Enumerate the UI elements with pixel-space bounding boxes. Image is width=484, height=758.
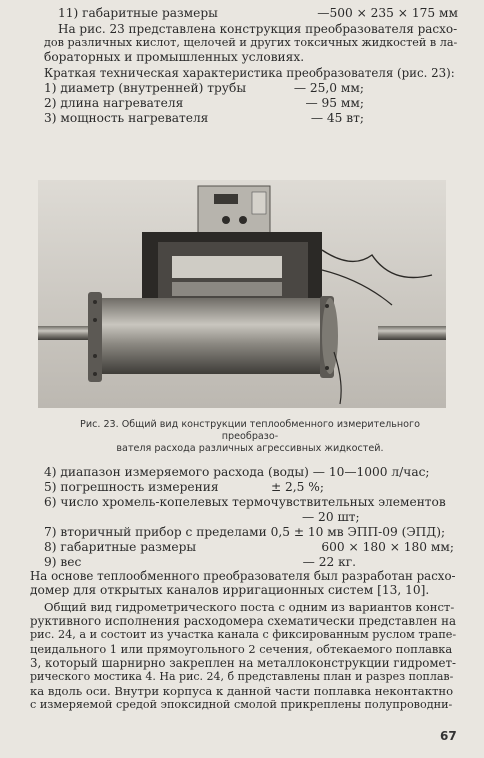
spec-label: 1) диаметр (внутренней) трубы: [44, 81, 247, 95]
para2-line-6: рического мостика 4. На рис. 24, б представлены план и разрез поплав-: [30, 670, 454, 683]
para2-line-7: ка вдоль оси. Внутри корпуса к данной части поплавка неконтактно: [30, 684, 454, 698]
spec-value: — 45 вт;: [310, 111, 364, 125]
spec-line-9: [44, 555, 356, 569]
spec-label: 5) погрешность измерения: [44, 480, 219, 494]
spec-value: — 25,0 мм;: [293, 81, 364, 95]
intro-line-3: бораторных и промышленных условиях.: [44, 50, 305, 64]
spec-label: 8) габаритные размеры: [44, 540, 197, 554]
spec-value: ± 2,5 %;: [270, 480, 324, 494]
spec-label: 3) мощность нагревателя: [44, 111, 209, 125]
spec-line-8: [44, 540, 454, 554]
spec-line-1: [44, 81, 364, 95]
para1-line-1: На основе теплообменного преобразователя был разработан расхо-: [30, 569, 456, 583]
spec-line-7: 7) вторичный прибор с пределами 0,5 ± 10 мв ЭПП-09 (ЭПД);: [44, 525, 446, 539]
para2-line-5: 3, который шарнирно закреплен на металлоконструкции гидромет-: [30, 656, 457, 670]
spec-label: 2) длина нагревателя: [44, 96, 184, 110]
spec-line-4: [44, 465, 458, 479]
spec-value: — 10—1000 л/час;: [312, 465, 430, 479]
spec-line-6-value: — 20 шт;: [302, 510, 360, 524]
spec-line-6: 6) число хромель-копелевых термочувствительных элементов: [44, 495, 446, 509]
para2-line-3: рис. 24, а и состоит из участка канала с фиксированным руслом трапе-: [30, 628, 457, 641]
spec-label: 4) диапазон измеряемого расхода (воды): [44, 465, 309, 479]
spec-line-2: [44, 96, 364, 110]
para2-line-8: с измеряемой средой эпоксидной смолой прикреплены полупроводни-: [30, 698, 453, 711]
spec-label: 11) габаритные размеры: [58, 6, 218, 20]
page-number: 67: [440, 729, 457, 743]
heat-exchange-transducer-photo: [38, 180, 446, 408]
spec-value: —500 × 235 × 175 мм: [317, 6, 458, 20]
spec-line-3: [44, 111, 364, 125]
spec-value: — 95 мм;: [305, 96, 364, 110]
figure-photo: [38, 180, 446, 408]
para2-line-1: Общий вид гидрометрического поста с одним из вариантов конст-: [44, 600, 455, 614]
para1-line-2: домер для открытых каналов ирригационных систем [13, 10].: [30, 583, 430, 597]
intro-line-1: На рис. 23 представлена конструкция преобразователя расхо-: [58, 22, 458, 36]
intro-line-2: дов различных кислот, щелочей и других токсичных жидкостей в ла-: [44, 36, 458, 49]
spec-heading: Краткая техническая характеристика преобразователя (рис. 23):: [44, 66, 455, 80]
spec-value: — 22 кг.: [302, 555, 356, 569]
para2-line-2: руктивного исполнения расходомера схематически представлен на: [30, 614, 457, 628]
para2-line-4: цеидального 1 или прямоугольного 2 сечения, обтекаемого поплавка: [30, 642, 453, 656]
caption-line-1: Рис. 23. Общий вид конструкции теплообменного измерительного преобразо-: [80, 419, 420, 442]
spec-label: 9) вес: [44, 555, 82, 569]
spec-line-11: [58, 6, 458, 20]
spec-value: 600 × 180 × 180 мм;: [321, 540, 454, 554]
spec-line-5: [44, 480, 324, 494]
caption-line-2: вателя расхода различных агрессивных жидкостей.: [116, 443, 384, 454]
figure-caption: [60, 419, 440, 455]
